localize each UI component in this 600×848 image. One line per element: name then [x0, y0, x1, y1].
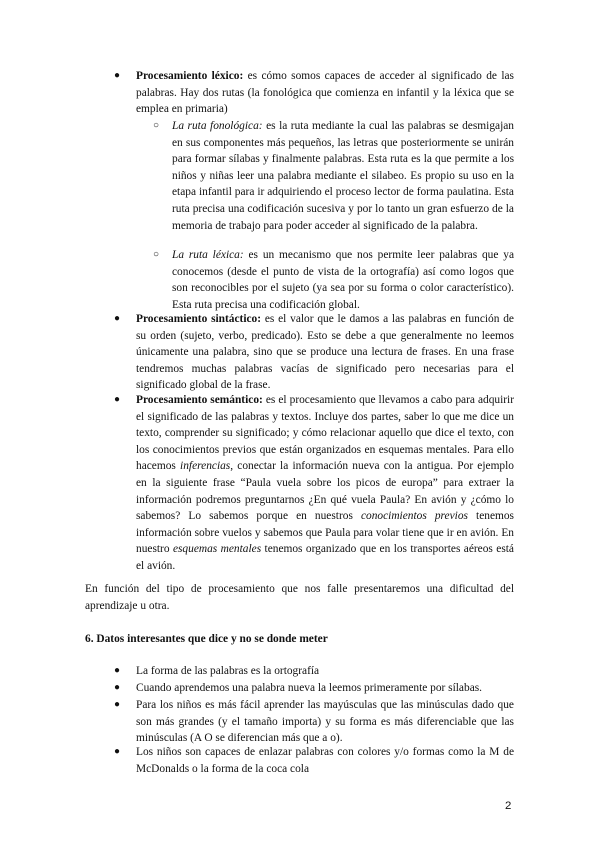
subbullet-text: es un mecanismo que nos permite leer palabras que ya conocemos (desde el punto de vista de la ortografía) así como logos que son reconocibles por el sujeto (ya sea por su forma o color característico). Esta ruta precisa una codificación global.: [172, 249, 514, 311]
bullet-marker: ●: [114, 746, 121, 757]
subbullet-term: La ruta fonológica:: [172, 120, 263, 132]
bullet-marker: ●: [114, 394, 121, 405]
bullet-marker: ●: [114, 665, 121, 676]
page-number: 2: [505, 800, 512, 812]
subbullet-text: es la ruta mediante la cual las palabras se desmigajan en sus componentes más pequeños, las letras que posteriormente se unirán para formar sílabas y finalmente palabras. Esta ruta es la que permite a los niños y niñas leer una palabra mediante el silabeo. Es propio su uso en la etapa infantil para ir adquiriendo el proceso lector de forma paulatina. Esta ruta precisa una codificación sucesiva y por lo tanto un gran esfuerzo de la memoria de trabajo para poder acceder al significado de la palabra.: [172, 120, 514, 232]
list-item-text: La forma de las palabras es la ortografía: [136, 665, 320, 677]
body-paragraph: En función del tipo de procesamiento que nos falle presentaremos una dificultad del aprendizaje u otra.: [85, 583, 514, 612]
subbullet-marker: ○: [153, 120, 160, 131]
subbullet-ruta-fonologica: [153, 118, 514, 234]
list-item-text: Los niños son capaces de enlazar palabras con colores y/o formas como la M de McDonalds o la forma de la coca cola: [136, 746, 514, 775]
bullet-text: tenemos información sobre vuelos y sabemos que Paula para volar tiene que ir en avión. En nuestro: [136, 510, 514, 556]
bullet-term: Procesamiento semántico:: [136, 394, 263, 406]
list-item: [114, 744, 514, 777]
bullet-procesamiento-lexico: [114, 68, 514, 118]
section-heading: 6. Datos interesantes que dice y no se donde meter: [85, 633, 328, 645]
italic-conocimientos-previos: conocimientos previos: [360, 510, 468, 523]
bullet-text: tenemos organizado que en los transportes aéreos está el avión.: [136, 543, 514, 572]
bullet-marker: ●: [114, 699, 121, 710]
bullet-text: , conectar la información nueva con la antigua. Por ejemplo en la siguiente frase “Paula vuela sobre los picos de europa” para extraer la información podremos preguntarnos ¿En qué vuela Paula? En avión y ¿cómo lo sabemos? Lo sabemos porque en nuestros: [136, 460, 514, 523]
bullet-text: es el procesamiento que llevamos a cabo para adquirir el significado de las palabras y textos. Incluye dos partes, saber lo que me dice un texto, comprender su significado; y cómo relacionar aquello que dice el texto, con los conocimientos previos que están organizados en esquemas mentales. Para ello hacemos: [136, 394, 515, 473]
bullet-procesamiento-sintactico: [114, 311, 514, 394]
bullet-procesamiento-semantico: [114, 392, 515, 575]
bullet-term: Procesamiento sintáctico:: [136, 313, 262, 325]
list-item-text: Cuando aprendemos una palabra nueva la leemos primeramente por sílabas.: [136, 682, 483, 694]
bullet-text: es cómo somos capaces de acceder al significado de las palabras. Hay dos rutas (la fonológica que comienza en infantil y la léxica que se emplea en primaria): [136, 70, 514, 116]
bullet-marker: ●: [114, 70, 121, 81]
bullet-marker: ●: [114, 682, 121, 693]
list-item: [114, 680, 514, 697]
bullet-marker: ●: [114, 313, 121, 324]
subbullet-term: La ruta léxica:: [172, 249, 244, 261]
list-item: [114, 663, 514, 680]
subbullet-marker: ○: [153, 249, 160, 260]
bullet-term: Procesamiento léxico:: [136, 70, 244, 82]
italic-esquemas-mentales: esquemas mentales: [172, 543, 262, 556]
italic-inferencias: inferencias: [180, 460, 231, 473]
bullet-text: es el valor que le damos a las palabras en función de su orden (sujeto, verbo, predicado). Esto se debe a que generalmente no leemos únicamente una palabra, sino que se produce una lectura de frases. En una frase tendremos muchas palabras vacías de significado pero necesarias para el significado global de la frase.: [136, 313, 514, 392]
list-item-text: Para los niños es más fácil aprender las mayúsculas que las minúsculas dado que son más grandes (y el tamaño importa) y su forma es más diferenciable que las minúsculas (A O se diferencian más que a o).: [136, 699, 514, 745]
list-item: [114, 697, 514, 747]
subbullet-ruta-lexica: [153, 247, 514, 313]
